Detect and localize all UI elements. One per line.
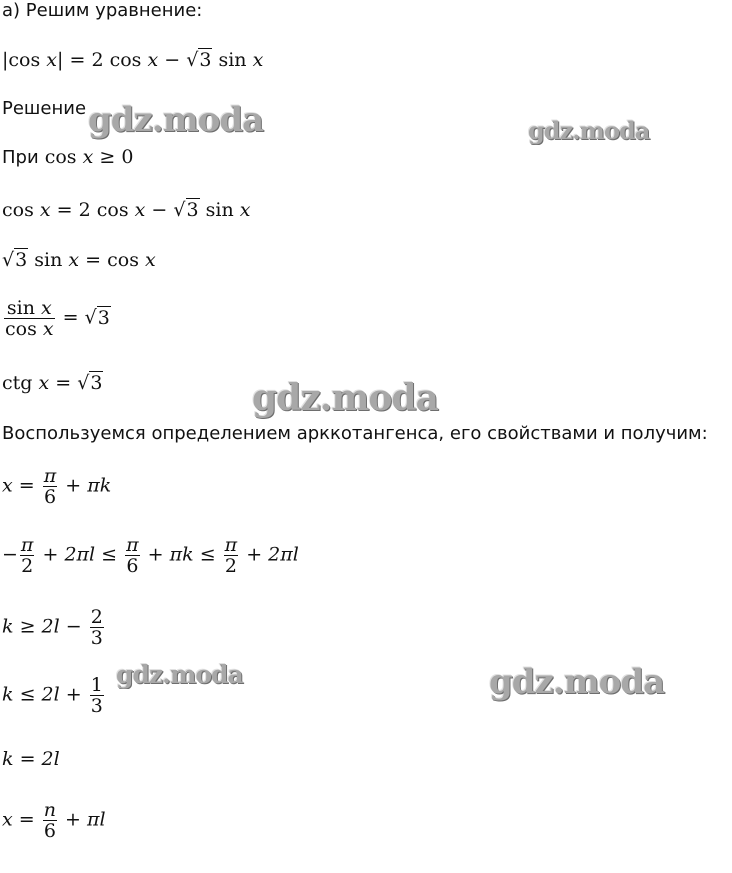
cos-fn: cos [5,318,37,340]
denominator: 3 [90,695,103,717]
fraction-pi-2 [20,535,35,576]
var-x: x [39,199,51,221]
fraction-pi-2 [224,535,239,576]
watermark-2: gdz.moda [528,116,650,145]
minus-sign: − [65,615,82,638]
equation-sqrt3-sin [2,249,156,271]
plus-sign: + [42,543,59,566]
var-x: x [145,249,156,271]
eq-sign: = [18,808,35,831]
numerator: π [43,465,57,487]
radical-sign: √ [77,372,90,394]
equation-k [2,748,60,770]
denominator: 3 [90,627,103,649]
ge-sign: ≥ [19,615,36,638]
radical-sign: √ [84,306,97,329]
var-x: x [38,372,50,394]
case-condition [2,146,133,169]
radical-sign: √ [173,199,186,221]
cos-fn: cos [109,49,142,71]
sin-fn: sin [218,49,247,71]
le-sign: ≤ [19,683,36,706]
fraction-sin-cos [4,298,55,339]
case-label: При [2,147,39,168]
eq-sign: = [18,474,35,497]
var-x: x [2,808,13,831]
term-pi-k: πk [169,543,194,566]
task-heading: а) Решим уравнение: [2,0,203,21]
solution-label: Решение [2,98,87,119]
eq-sign: = [85,249,102,271]
radical-sign: √ [2,249,15,271]
var-x: x [42,318,54,340]
var-x: x [68,249,80,271]
term-2l: 2l [41,748,60,770]
plus-sign: + [246,543,263,566]
explanation-text: Воспользуемся определением арккотангенса, его свойствами и получим: [2,423,708,444]
eq-sign: = [19,748,36,770]
fraction-1-3 [90,675,104,716]
abs-bar: | [2,49,9,71]
plus-sign: + [65,683,82,706]
solution-general [2,466,111,507]
watermark-4: gdz.moda [116,660,243,689]
var-x: x [82,146,94,168]
equation-ctg [2,372,103,394]
term-2pi-l: 2π [64,543,90,566]
inequality-double [2,535,299,576]
zero: 0 [121,146,134,168]
denominator: 6 [43,820,56,842]
watermark-3: gdz.moda [252,377,438,419]
radicand: 3 [90,372,103,394]
equation-case [2,199,250,221]
plus-sign: + [65,474,82,497]
var-k: k [2,683,14,706]
sin-fn: sin [6,297,35,319]
final-answer [2,800,106,841]
var-x: x [2,474,13,497]
eq-sign: = [62,306,79,329]
denominator: 6 [126,555,139,577]
cos-fn: cos [44,146,77,168]
numerator: 1 [90,674,103,696]
watermark-5: gdz.moda [489,662,665,702]
watermark-1: gdz.moda [88,100,264,140]
fraction-2-3 [90,607,104,648]
denominator: 6 [43,486,57,508]
sin-fn: sin [205,199,234,221]
coef: 2 [78,199,91,221]
numerator [4,298,55,319]
minus-sign: − [151,199,168,221]
numerator: π [224,534,238,556]
cos-fn: cos [107,249,139,271]
var-x: x [46,49,58,71]
fraction-pi-6 [43,466,58,507]
coef: 2 [91,49,104,71]
numerator: n [43,799,56,821]
cos-fn: cos [8,49,41,71]
term-2l: 2l [41,683,60,706]
sqrt-3 [2,248,28,271]
numerator: π [20,534,34,556]
var-k: k [2,748,14,770]
fraction-n-6 [43,800,57,841]
cos-fn: cos [2,199,34,221]
denominator: 2 [224,555,237,577]
radicand: 3 [15,249,28,271]
ge-sign: ≥ [99,146,116,168]
term-pi-l: πl [87,808,106,831]
var-x: x [252,49,264,71]
term-pi-k: πk [87,474,112,497]
le-sign: ≤ [101,543,118,566]
abs-bar: | [57,49,64,71]
radical-sign: √ [186,49,199,71]
denominator: 2 [21,555,34,577]
term-2l: 2l [41,615,60,638]
cos-fn: cos [96,199,129,221]
var-x: x [147,49,159,71]
eq-sign: = [55,372,72,394]
sqrt-3 [85,306,111,329]
le-sign: ≤ [199,543,216,566]
term-2pi-l: 2π [268,543,293,566]
sqrt-3 [186,48,212,71]
minus-sign: − [164,49,181,71]
ctg-fn: ctg [2,372,33,394]
numerator: π [126,534,139,556]
denominator [4,319,55,339]
radicand: 3 [199,49,212,71]
equation-ratio [2,298,111,339]
fraction-pi-6 [125,535,140,576]
radicand: 3 [97,306,110,329]
radicand: 3 [186,199,199,221]
inequality-upper [2,675,106,716]
var-x: x [239,199,251,221]
plus-sign: + [147,543,164,566]
var-x: x [134,199,146,221]
minus-sign: − [2,543,18,566]
eq-sign: = [56,199,73,221]
equation-original [2,49,263,71]
eq-sign: = [69,49,86,71]
var-l: l [89,543,96,566]
var-x: x [41,297,52,319]
sin-fn: sin [34,249,63,271]
numerator: 2 [90,606,103,628]
var-l: l [292,543,299,566]
var-k: k [2,615,14,638]
plus-sign: + [65,808,81,831]
inequality-lower [2,607,106,648]
sqrt-3 [77,371,103,394]
sqrt-3 [173,198,199,221]
